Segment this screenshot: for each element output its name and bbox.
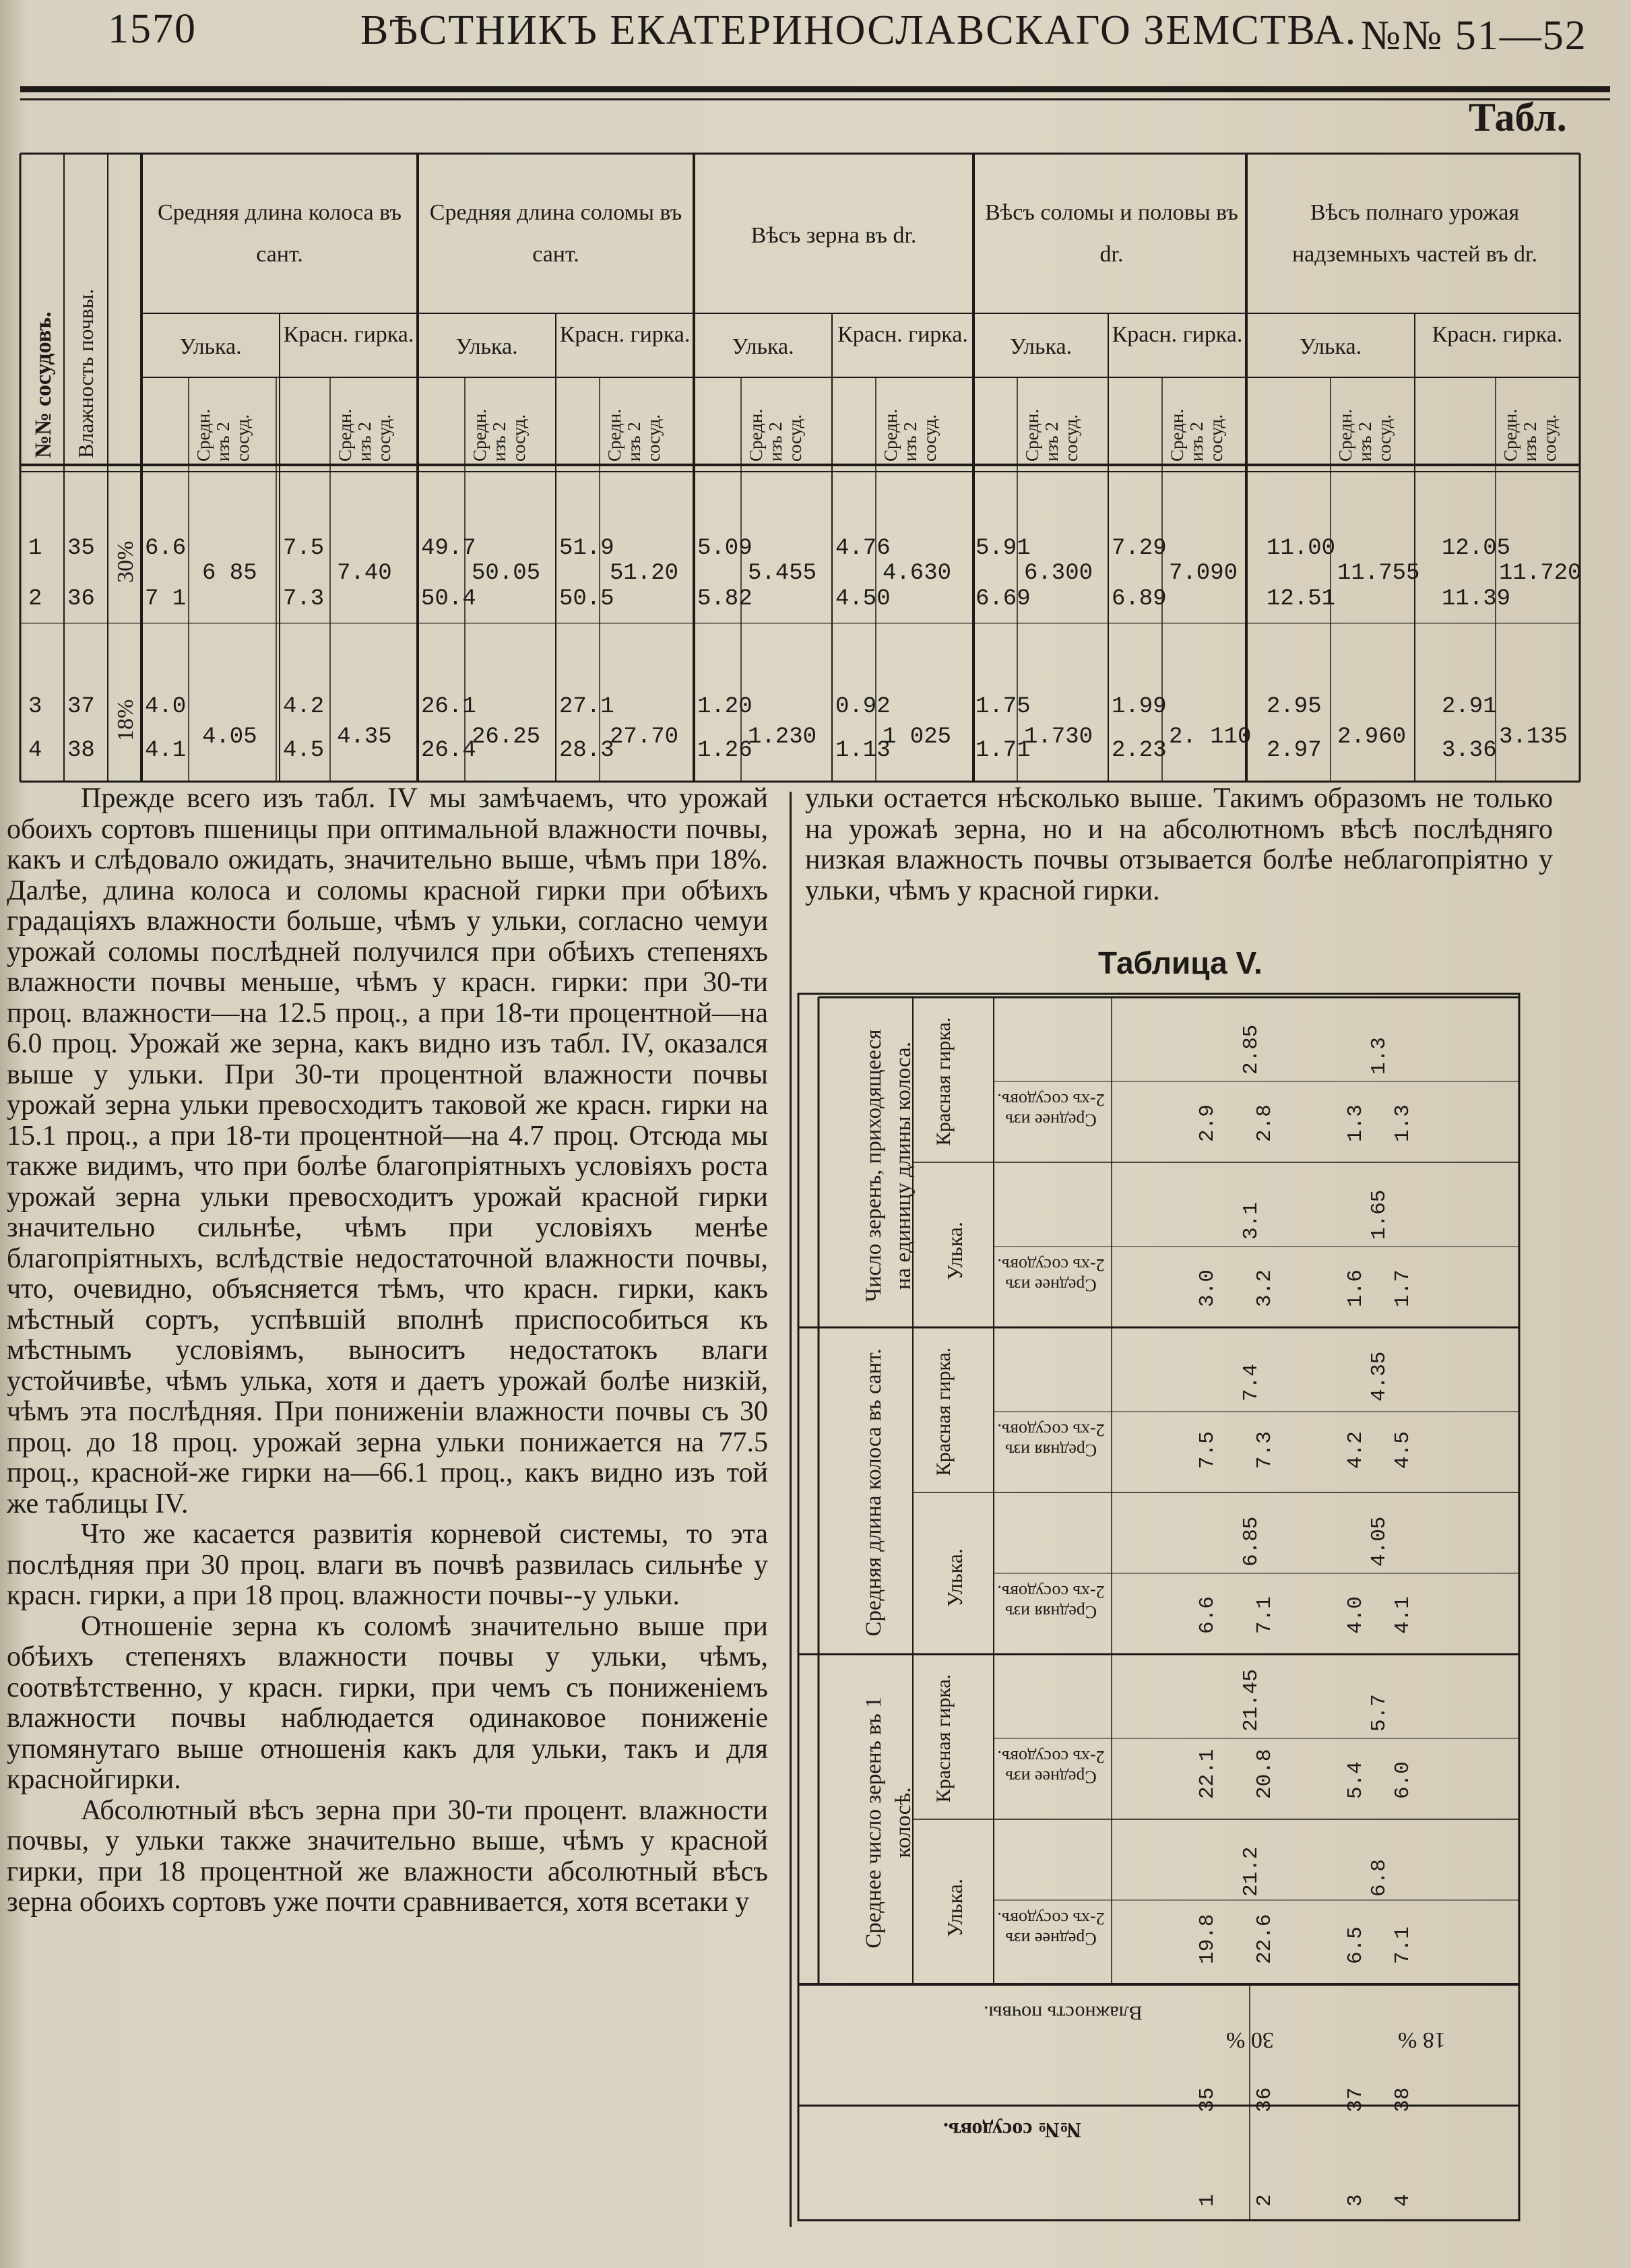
t4-header-moisture: Влажность почвы. xyxy=(73,288,98,458)
t5-cell: 4.0 xyxy=(1344,1596,1368,1634)
t5-cell: 6.6 xyxy=(1196,1596,1219,1634)
t5-vessel-number: 35 xyxy=(1196,2087,1219,2112)
t4-group-2: Средняя длина соломы въ сант. xyxy=(429,200,682,267)
t4-cell: 26.4 xyxy=(421,738,476,763)
t4-avg-label: Средн. изъ 2 сосуд. xyxy=(1022,408,1081,462)
t5-sub-krasn: Красная гирка. xyxy=(932,1017,955,1146)
t4-group-4: Вѣсъ соломы и половы въ dr. xyxy=(985,200,1238,267)
t4-sub-ulka: Улька. xyxy=(179,334,242,359)
t4-cell: 1.730 xyxy=(1024,724,1093,750)
t4-cell: 7.090 xyxy=(1169,561,1238,586)
t5-cell: 2.85 xyxy=(1240,1024,1263,1075)
t4-cell: 5.82 xyxy=(697,586,753,612)
t5-cell: 1.65 xyxy=(1368,1189,1391,1240)
t4-cell: 50.4 xyxy=(421,586,476,612)
t4-cell: 4.5 xyxy=(283,738,325,763)
t4-cell: 51.9 xyxy=(559,536,614,561)
t5-vessel-number: 36 xyxy=(1253,2087,1277,2112)
t4-cell: 26.1 xyxy=(421,694,476,720)
t4-cell: 4.0 xyxy=(145,694,187,720)
t4-cell: 50.05 xyxy=(472,561,541,586)
t5-moisture-30: 30 % xyxy=(1226,2027,1274,2052)
table5-title: Таблица V. xyxy=(1098,945,1262,980)
t4-sub-ulka: Улька. xyxy=(455,334,518,359)
t4-cell: 50.5 xyxy=(559,586,614,612)
t4-cell: 1.75 xyxy=(976,694,1031,720)
paragraph-3: Отношенiе зерна къ соломѣ значительно выше при обѣихъ степеняхъ влажности почвы у ульки, чѣмъ, соотвѣтственно, у красн. гирки, при чемъ съ пониженiемъ влажности почвы наблюдается одинаковое пониженiе упомянутаго выше отношенiя какъ для ульки, такъ и для краснойгирки. xyxy=(7,1610,768,1795)
t4-cell: 2.95 xyxy=(1267,694,1322,720)
t4-cell: 27.1 xyxy=(559,694,614,720)
t4-cell: 6.6 xyxy=(145,536,187,561)
t5-cell: 3.1 xyxy=(1240,1202,1263,1240)
paragraph-4: Абсолютный вѣсъ зерна при 30-ти процент. влажности почвы, у ульки также значительно выше, чѣмъ у красной гирки, при 18 процентной же влажности абсолютный вѣсъ зерна обоихъ сортовъ уже почти сравнивается, хотя всетаки у xyxy=(7,1794,768,1918)
issue-number: №№ 51—52 xyxy=(1361,13,1587,59)
t5-vessel-number: 37 xyxy=(1344,2087,1368,2112)
t4-sub-krasn: Красн. гирка. xyxy=(1432,322,1563,347)
t5-sub-ulka: Улька. xyxy=(942,1548,967,1607)
t5-cell: 1.3 xyxy=(1344,1104,1368,1142)
t4-cell: 11.755 xyxy=(1337,561,1420,586)
t5-vessel-index: 4 xyxy=(1391,2194,1415,2207)
t5-cell: 7.5 xyxy=(1196,1431,1219,1469)
t4-cell: 1 025 xyxy=(883,724,952,750)
t4-cell: 2. 110 xyxy=(1169,724,1252,750)
t5-cell: 1.6 xyxy=(1344,1269,1368,1307)
t4-cell: 7.5 xyxy=(283,536,325,561)
t4-avg-label: Средн. изъ 2 сосуд. xyxy=(1500,408,1560,462)
t4-sub-krasn: Красн. гирка. xyxy=(559,322,691,347)
t5-cell: 1.7 xyxy=(1391,1269,1415,1307)
t5-cell: 3.0 xyxy=(1196,1269,1219,1307)
t5-cell: 21.45 xyxy=(1240,1668,1263,1732)
t4-vessel-index: 4 xyxy=(28,738,42,763)
t5-cell: 4.1 xyxy=(1391,1596,1415,1634)
t5-sub-ulka: Улька. xyxy=(942,1879,967,1937)
t5-vessel-number: 38 xyxy=(1391,2087,1415,2112)
t4-vessel-number: 38 xyxy=(67,738,95,763)
t5-cell: 6.85 xyxy=(1240,1516,1263,1567)
paragraph-1: Прежде всего изъ табл. IV мы замѣчаемъ, что урожай обоихъ сортовъ пшеницы при оптимальной влажности почвы, какъ и слѣдовало ожидать, значительно выше, чѣмъ при 18%. Далѣе, длина колоса и соломы красной гирки при обѣихъ градацiяхъ влажности больше, чѣмъ у ульки, согласно чемуи урожай соломы послѣдней получился при обѣихъ степеняхъ влажности почвы меньше, чѣмъ у красн. гирки: при 30-ти проц. влажности—на 12.5 проц., а при 18-ти процентной—на 6.0 проц. Урожай же зерна, какъ видно изъ табл. IV, оказался выше у ульки. При 30-ти процентной влажности почвы урожай зерна ульки превосходитъ таковой же красн. гирки на 15.1 проц., а при 18-ти процентной—на 4.7 проц. Отсюда мы также видимъ, что при болѣе благопрiятныхъ условiяхъ роста урожай зерна ульки превосходитъ урожай красной гирки значительно сильнѣе, чѣмъ при условiяхъ менѣе благопрiятныхъ, вслѣдствiе недостаточной влажности почвы, что, очевидно, объясняется тѣмъ, что красн. гирки, какъ мѣстный сортъ, успѣвшiй вполнѣ приспособиться къ мѣстнымъ условiямъ, выноситъ недостатокъ влаги устойчивѣе, чѣмъ улька, хотя и даетъ урожай болѣе низкiй, чѣмъ эта послѣдняя. При пониженiи влажности почвы съ 30 проц. до 18 проц. урожай зерна ульки понижается на 77.5 проц., красной-же гирки на—66.1 проц., какъ видно изъ той же таблицы IV. xyxy=(7,783,768,1519)
t4-avg-label: Средн. изъ 2 сосуд. xyxy=(1335,408,1395,462)
t5-cell: 22.1 xyxy=(1196,1749,1219,1799)
t5-cell: 5.4 xyxy=(1344,1761,1368,1799)
t4-cell: 12.51 xyxy=(1267,586,1336,612)
t5-cell: 21.2 xyxy=(1240,1846,1263,1897)
t5-sub-ulka: Улька. xyxy=(942,1222,967,1280)
t4-cell: 2.23 xyxy=(1112,738,1167,763)
t4-cell: 1.230 xyxy=(748,724,817,750)
t4-group-5: Вѣсъ полнаго урожая надземныхъ частей въ dr. xyxy=(1291,200,1538,267)
t4-vessel-number: 37 xyxy=(67,694,95,720)
t5-cell: 6.8 xyxy=(1368,1859,1391,1897)
table4-label: Табл. xyxy=(1469,95,1567,139)
t4-cell: 1.20 xyxy=(697,694,753,720)
t4-vessel-index: 1 xyxy=(28,536,42,561)
journal-title: ВѢСТНИКЪ ЕКАТЕРИНОСЛАВСКАГО ЗЕМСТВА. xyxy=(360,7,1357,53)
t4-header-vessels: №№ сосудовъ. xyxy=(31,311,56,458)
t5-cell: 7.1 xyxy=(1253,1596,1277,1634)
t4-cell: 2.960 xyxy=(1337,724,1407,750)
t4-vessel-index: 2 xyxy=(28,586,42,612)
t5-vessel-index: 1 xyxy=(1196,2194,1219,2207)
paragraph-right-1: ульки остается нѣсколько выше. Такимъ образомъ не только на урожаѣ зерна, но и на абсолютномъ вѣсѣ послѣдняго низкая влажность почвы отзывается болѣе неблагопрiятно у ульки, чѣмъ у красной гирки. xyxy=(805,783,1553,906)
t4-cell: 4.1 xyxy=(145,738,187,763)
t4-cell: 5.09 xyxy=(697,536,753,561)
t4-cell: 4.2 xyxy=(283,694,325,720)
t4-cell: 49.7 xyxy=(421,536,476,561)
t5-cell: 2.8 xyxy=(1253,1104,1277,1142)
t4-cell: 1.99 xyxy=(1112,694,1167,720)
t4-cell: 51.20 xyxy=(610,561,679,586)
t5-cell: 7.3 xyxy=(1253,1431,1277,1469)
t4-avg-label: Средн. изъ 2 сосуд. xyxy=(470,408,529,462)
t4-cell: 4.630 xyxy=(883,561,952,586)
t4-cell: 26.25 xyxy=(472,724,541,750)
t5-vessel-index: 2 xyxy=(1253,2194,1277,2207)
t4-vessel-number: 36 xyxy=(67,586,95,612)
t5-moisture-18: 18 % xyxy=(1398,2027,1446,2052)
t4-cell: 12.05 xyxy=(1442,536,1511,561)
t4-cell: 5.91 xyxy=(976,536,1031,561)
t4-vessel-number: 35 xyxy=(67,536,95,561)
t4-cell: 1.26 xyxy=(697,738,753,763)
t4-cell: 2.97 xyxy=(1267,738,1322,763)
paragraph-2: Что же касается развитiя корневой системы, то эта послѣдняя при 30 проц. влаги въ почвѣ развилась сильнѣе у красн. гирки, а при 18 проц. влажности почвы--у ульки. xyxy=(7,1519,768,1611)
t4-cell: 3.36 xyxy=(1442,738,1497,763)
t5-cell: 5.7 xyxy=(1368,1694,1391,1732)
t4-cell: 6.69 xyxy=(976,586,1031,612)
t5-cell: 7.4 xyxy=(1240,1364,1263,1401)
t4-cell: 6.89 xyxy=(1112,586,1167,612)
t4-cell: 4.05 xyxy=(202,724,257,750)
t4-cell: 5.455 xyxy=(748,561,817,586)
t5-group-1: Среднее число зеренъ въ 1 колосѣ. xyxy=(862,1697,916,1949)
t5-cell: 7.1 xyxy=(1391,1926,1415,1964)
t5-cell: 6.0 xyxy=(1391,1761,1415,1799)
t4-cell: 4.35 xyxy=(337,724,392,750)
t5-cell: 6.5 xyxy=(1344,1926,1368,1964)
t4-cell: 4.76 xyxy=(835,536,891,561)
t4-cell: 2.91 xyxy=(1442,694,1497,720)
t4-sub-ulka: Улька. xyxy=(1009,334,1073,359)
t5-cell: 4.35 xyxy=(1368,1351,1391,1401)
t5-header-moisture: Влажность почвы. xyxy=(984,2002,1143,2024)
t5-avg-label: Среднее изъ 2-хъ сосудовъ. xyxy=(997,1747,1105,1787)
t5-cell: 2.9 xyxy=(1196,1104,1219,1142)
t4-avg-label: Средн. изъ 2 сосуд. xyxy=(193,408,253,462)
t4-sub-krasn: Красн. гирка. xyxy=(283,322,414,347)
t5-avg-label: Средняя изъ 2-хъ сосудовъ. xyxy=(997,1420,1105,1460)
t4-cell: 6.300 xyxy=(1024,561,1093,586)
t4-cell: 28.3 xyxy=(559,738,614,763)
page-number: 1570 xyxy=(108,6,197,52)
t5-sub-krasn: Красная гирка. xyxy=(932,1347,955,1476)
t4-cell: 27.70 xyxy=(610,724,679,750)
t5-vessel-index: 3 xyxy=(1344,2194,1368,2207)
t5-cell: 4.05 xyxy=(1368,1516,1391,1567)
t4-cell: 11.39 xyxy=(1442,586,1511,612)
t4-cell: 0.92 xyxy=(835,694,891,720)
t5-group-2: Средняя длина колоса въ сант. xyxy=(862,1348,886,1637)
t5-cell: 4.5 xyxy=(1391,1431,1415,1469)
t4-sub-krasn: Красн. гирка. xyxy=(1112,322,1243,347)
t4-cell: 6 85 xyxy=(202,561,257,586)
t4-moisture-value: 18% xyxy=(113,699,138,741)
t4-cell: 7.3 xyxy=(283,586,325,612)
t5-avg-label: Среднее изъ 2-хъ сосудовъ. xyxy=(997,1909,1105,1949)
t5-header-vessels: №№ сосудовъ. xyxy=(943,2118,1081,2143)
t4-sub-krasn: Красн. гирка. xyxy=(837,322,968,347)
t5-group-3: Число зеренъ, приходящееся на единицу длины колоса. xyxy=(862,1029,916,1302)
t4-avg-label: Средн. изъ 2 сосуд. xyxy=(881,408,940,462)
t4-sub-ulka: Улька. xyxy=(1299,334,1362,359)
t4-cell: 3.135 xyxy=(1499,724,1568,750)
t5-cell: 3.2 xyxy=(1253,1269,1277,1307)
t4-group-3: Вѣсъ зерна въ dr. xyxy=(750,223,917,248)
t4-avg-label: Средн. изъ 2 сосуд. xyxy=(746,408,805,462)
t5-cell: 4.2 xyxy=(1344,1431,1368,1469)
t5-avg-label: Среднее изъ 2-хъ сосудовъ. xyxy=(997,1090,1105,1130)
t4-cell: 11.720 xyxy=(1499,561,1582,586)
t4-cell: 11.00 xyxy=(1267,536,1336,561)
t4-avg-label: Средн. изъ 2 сосуд. xyxy=(604,408,664,462)
t5-cell: 1.3 xyxy=(1368,1037,1391,1075)
t4-group-1: Средняя длина колоса въ сант. xyxy=(158,200,402,267)
t5-cell: 22.6 xyxy=(1253,1914,1277,1964)
t4-cell: 1.71 xyxy=(976,738,1031,763)
t4-vessel-index: 3 xyxy=(28,694,42,720)
t4-cell: 7 1 xyxy=(145,586,187,612)
t5-sub-krasn: Красная гирка. xyxy=(932,1674,955,1803)
t5-cell: 19.8 xyxy=(1196,1914,1219,1964)
t4-cell: 7.29 xyxy=(1112,536,1167,561)
t5-cell: 20.8 xyxy=(1253,1749,1277,1799)
t4-cell: 4.50 xyxy=(835,586,891,612)
t4-avg-label: Средн. изъ 2 сосуд. xyxy=(1167,408,1226,462)
t4-sub-ulka: Улька. xyxy=(732,334,794,359)
t4-cell: 1.13 xyxy=(835,738,891,763)
t4-cell: 7.40 xyxy=(337,561,392,586)
t5-cell: 1.3 xyxy=(1391,1104,1415,1142)
t5-avg-label: Среднее изъ 2-хъ сосудовъ. xyxy=(997,1255,1105,1295)
t4-avg-label: Средн. изъ 2 сосуд. xyxy=(335,408,394,462)
t5-avg-label: Средняя изъ 2-хъ сосудовъ. xyxy=(997,1582,1105,1622)
t4-moisture-value: 30% xyxy=(113,540,138,583)
